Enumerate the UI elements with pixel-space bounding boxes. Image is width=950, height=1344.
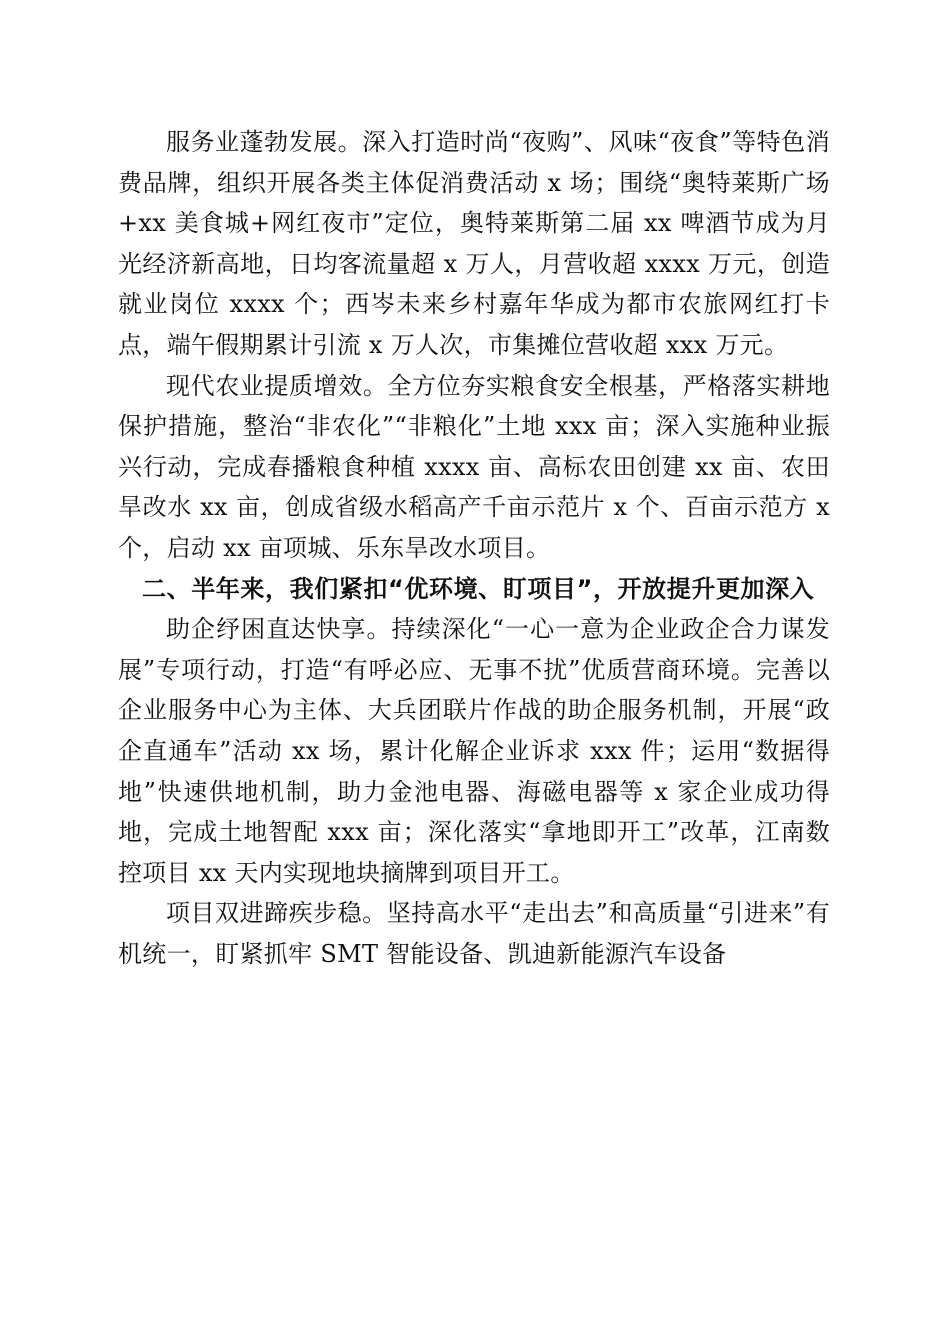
paragraph-service-industry: 服务业蓬勃发展。深入打造时尚“夜购”、风味“夜食”等特色消费品牌，组织开展各类主体促消费活动 x 场；围绕“奥特莱斯广场+xx 美食城+网红夜市”定位，奥特莱斯第二届 xx 啤酒节成为月光经济新高地，日均客流量超 x 万人，月营收超 xxxx 万元，创造就业岗位 xxxx 个；西岑未来乡村嘉年华成为都市农旅网红打卡点，端午假期累计引流 x 万人次，市集摊位营收超 xxx 万元。 — [118, 128, 830, 359]
paragraph-project-progress: 项目双进蹄疾步稳。坚持高水平“走出去”和高质量“引进来”有机统一，盯紧抓牢 SMT 智能设备、凯迪新能源汽车设备 — [118, 899, 830, 968]
paragraph-modern-agriculture: 现代农业提质增效。全方位夯实粮食安全根基，严格落实耕地保护措施，整治“非农化”“非粮化”土地 xxx 亩；深入实施种业振兴行动，完成春播粮食种植 xxxx 亩、高标农田创建 xx 亩、农田旱改水 xx 亩，创成省级水稻高产千亩示范片 x 个、百亩示范方 x 个，启动 xx 亩项城、乐东旱改水项目。 — [118, 371, 830, 562]
document-body — [118, 122, 830, 974]
section-heading: 二、半年来，我们紧扣“优环境、盯项目”，开放提升更加深入 — [142, 574, 815, 603]
paragraph-enterprise-support: 助企纾困直达快享。持续深化“一心一意为企业政企合力谋发展”专项行动，打造“有呼必应、无事不扰”优质营商环境。完善以企业服务中心为主体、大兵团联片作战的助企服务机制，开展“政企直通车”活动 xx 场，累计化解企业诉求 xxx 件；运用“数据得地”快速供地机制，助力金池电器、海磁电器等 x 家企业成功得地，完成土地智配 xxx 亩；深化落实“拿地即开工”改革，江南数控项目 xx 天内实现地块摘牌到项目开工。 — [118, 615, 830, 887]
